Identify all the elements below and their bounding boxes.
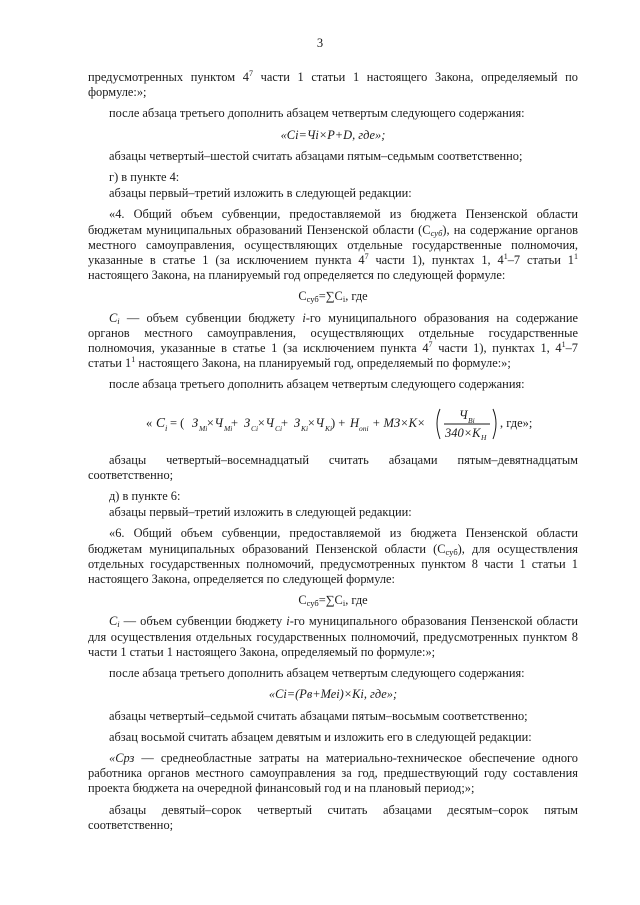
superscript: 7	[364, 252, 369, 262]
formula-t2b-sub: Сi	[275, 423, 283, 433]
text-run: «6. Общий объем субвенции, предоставляемой из бюджета Пензенской области бюджетам муниципальных образований Пензенской области (С	[88, 526, 578, 556]
superscript: 1	[131, 355, 136, 365]
formula-h: Н	[350, 415, 360, 430]
subitem-g: г) в пункте 4:	[109, 170, 180, 185]
formula-ci	[88, 128, 578, 143]
text-run: — объем субвенции бюджету	[119, 614, 287, 629]
formula-t3b-sub: Кi	[325, 423, 333, 433]
formula-t2: З	[244, 415, 251, 430]
text-run: i	[302, 310, 306, 325]
superscript: 7	[428, 340, 433, 350]
superscript: 1	[503, 252, 508, 262]
text-run: , где	[345, 289, 368, 304]
formula-num: Ч	[459, 407, 468, 422]
formula-t1b-sub: Мi	[224, 423, 233, 433]
formula-paren-left	[437, 409, 440, 439]
subscript: суб	[306, 294, 319, 305]
subscript: i	[117, 619, 120, 630]
paragraph-instruction: после абзаца третьего дополнить абзацем четвертым следующего содержания:	[109, 377, 525, 392]
formula-csub	[88, 289, 578, 304]
text-run: ), на содержание органов местного самоуправления, осуществляющих отдельные государственные полномочия, указанные в статье 1 (за исключением пункта 4	[88, 222, 578, 268]
text-run: ), для осуществления отдельных государственных полномочий, предусмотренных пунктом 8 части 1 статьи 1 настоящего Закона, определяется по следующей формуле:	[88, 541, 578, 587]
paragraph-item-4	[88, 207, 578, 283]
formula-den-sub: Н	[481, 432, 487, 442]
text-run: =∑С	[318, 593, 343, 608]
formula-open: «	[146, 415, 153, 430]
formula-text: «Ci=Чi×P+D, где»;	[280, 127, 386, 142]
formula-t2b: ×Ч	[257, 415, 275, 430]
page-number: 3	[316, 36, 324, 50]
text-run: С	[109, 310, 118, 325]
text-run: части 1), пунктах 1, 4	[368, 253, 504, 268]
text-run: С	[109, 614, 118, 629]
formula-ci-pv	[88, 687, 578, 702]
subscript: суб	[430, 227, 443, 238]
formula-ci-sub: i	[165, 422, 168, 433]
superscript: 7	[248, 69, 253, 78]
formula-t3: З	[294, 415, 301, 430]
subscript: суб	[445, 546, 458, 557]
text-run: =∑С	[318, 289, 343, 304]
paragraph-continuation	[88, 70, 578, 100]
text-run: «Срз	[109, 750, 135, 765]
text-run: С	[298, 289, 307, 304]
paragraph-ci-definition	[88, 614, 578, 660]
formula-eq: = (	[170, 415, 185, 430]
formula-csub	[88, 593, 578, 608]
subitem-d: д) в пункте 6:	[109, 489, 181, 504]
superscript: 1	[561, 340, 566, 350]
formula-t2-sub: Сi	[251, 423, 259, 433]
formula-large	[88, 401, 578, 445]
text-run: i	[286, 614, 290, 629]
formula-rest: + МЗ×К×	[372, 415, 426, 430]
text-run: -го муниципального образования на содержание органов местного самоуправления, осуществляющих отдельные государственные полномочия, указанные в статье 1 (за исключением пункта 4	[88, 310, 578, 356]
formula-plus2: +	[281, 415, 289, 430]
formula-t3b: ×Ч	[307, 415, 325, 430]
text-run: предусмотренных пунктом 4	[88, 70, 249, 84]
formula-t1b: ×Ч	[206, 415, 224, 430]
subscript: i	[342, 294, 346, 305]
formula-t3-sub: Кi	[301, 423, 309, 433]
paragraph-item-6	[88, 526, 578, 587]
formula-text: «Сi=(Рв+Меi)×Кi, где»;	[268, 687, 398, 702]
paragraph-instruction: после абзаца третьего дополнить абзацем четвертым следующего содержания:	[109, 666, 525, 681]
formula-ci: С	[156, 414, 166, 430]
formula-t1-sub: Мi	[199, 423, 208, 433]
text-run: — объем субвенции бюджету	[119, 310, 303, 325]
text-run: –7 статьи 1	[507, 253, 575, 268]
formula-paren-right	[493, 409, 496, 439]
text-run: С	[298, 593, 307, 608]
text-run: -го муниципального образования Пензенской области для осуществления отдельных государственных полномочий, предусмотренных пунктом 8 части 1 статьи 1 настоящего Закона, определяемый по формуле:»;	[88, 614, 578, 659]
paragraph-renumber: абзацы девятый–сорок четвертый считать абзацами десятым–сорок пятым соответственно;	[88, 802, 578, 832]
text-run: , где	[345, 593, 368, 608]
paragraph-instruction: абзац восьмой считать абзацем девятым и изложить его в следующей редакции:	[109, 729, 532, 744]
document-body	[88, 70, 578, 839]
text-run: части 1), пунктах 1, 4	[432, 341, 562, 356]
text-run: настоящего Закона, на планируемый год, определяемый по формуле:»;	[135, 356, 511, 371]
subscript: i	[117, 315, 120, 326]
text-run: части 1 статьи 1 настоящего Закона, определяемый по формуле:»;	[88, 70, 578, 100]
formula-t1: З	[192, 415, 199, 430]
formula-close: ) +	[331, 415, 346, 430]
paragraph-renumber: абзацы четвертый–восемнадцатый считать абзацами пятым–девятнадцатым соответственно;	[88, 452, 578, 482]
paragraph-instruction: абзацы первый–третий изложить в следующей редакции:	[109, 186, 412, 201]
formula-h-sub: опi	[359, 423, 369, 433]
paragraph-ci-definition	[88, 311, 578, 372]
formula-den: 340×К	[445, 425, 481, 440]
formula-tail: , где»;	[500, 415, 533, 430]
paragraph-instruction: после абзаца третьего дополнить абзацем четвертым следующего содержания:	[109, 106, 525, 121]
superscript: 1	[574, 252, 579, 262]
paragraph-renumber: абзацы четвертый–седьмой считать абзацами пятым–восьмым соответственно;	[109, 708, 528, 723]
paragraph-instruction: абзацы первый–третий изложить в следующей редакции:	[109, 505, 412, 520]
text-run: –7 статьи 1	[88, 341, 578, 371]
paragraph-renumber: абзацы четвертый–шестой считать абзацами пятым–седьмым соответственно;	[109, 148, 523, 163]
paragraph-srz-definition	[88, 751, 578, 797]
text-run: настоящего Закона, на планируемый год определяется по следующей формуле:	[88, 268, 506, 283]
formula-num-sub: Вi	[468, 415, 475, 425]
formula-svg	[88, 401, 578, 445]
text-run: «4. Общий объем субвенции, предоставляемой из бюджета Пензенской области бюджетам муниципальных образований Пензенской области (С	[88, 207, 578, 237]
subscript: суб	[306, 598, 319, 609]
formula-plus1: +	[231, 415, 239, 430]
subscript: i	[342, 598, 346, 609]
text-run: — среднеобластные затраты на материально-техническое обеспечение одного работника органов местного самоуправления за год, предшествующий году составления проекта бюджета на очередной финансовый год и на плановый период;»;	[88, 750, 578, 796]
